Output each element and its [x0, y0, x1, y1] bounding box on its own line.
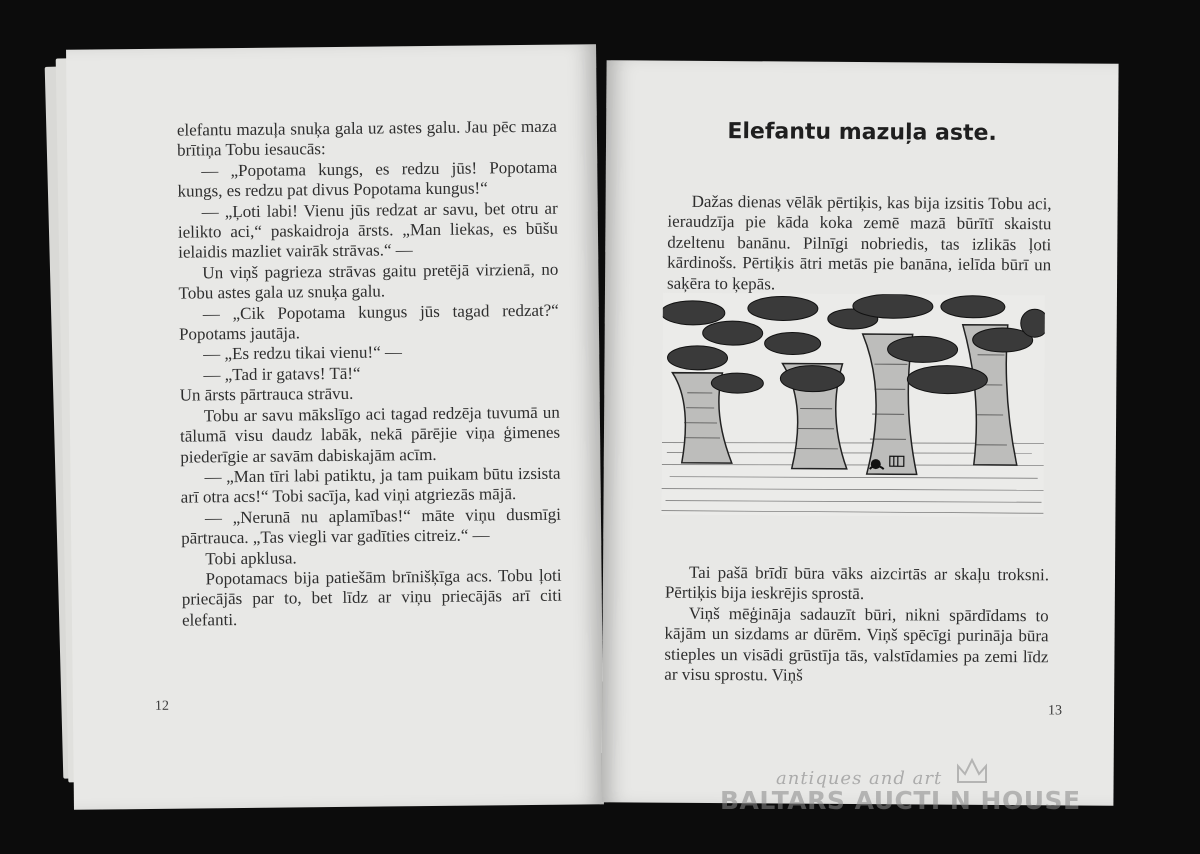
paragraph: — „Tad ir gatavs! Tā!“ [203, 363, 361, 385]
watermark-title: BALTARS AUCTI N HOUSE [720, 786, 1081, 815]
paragraph: Un viņš pagrieza strāvas gaitu pretējā virzienā, no Tobu astes gala uz snuķa galu. [178, 259, 559, 303]
right-page [601, 60, 1118, 806]
page-number: 13 [1048, 703, 1063, 719]
forest-illustration-icon [661, 293, 1045, 518]
watermark [720, 768, 1140, 838]
paragraph: Tobu ar savu mākslīgo aci tagad redzēja tuvumā un tālumā visu daudz labāk, nekā pārējie viņa ģimenes piederīgie ar savām dabiskajām acīm. [179, 402, 561, 467]
paragraph: Tobi apklusa. [205, 547, 297, 568]
paragraph: Un ārsts pārtrauca strāvu. [179, 384, 354, 405]
paragraph: — „Popotama kungs, es redzu jūs! Popotama kungs, es redzu pat divus Popotama kungus!“ [177, 157, 558, 201]
paragraph: — „Ļoti labi! Vienu jūs redzat ar savu, bet otru ar ielikto aci,“ paskaidroja ārsts. „Man liekas, es būšu ielaidis mazliet vairāk strāvas.“ — [177, 198, 559, 263]
paragraph: — „Nerunā nu aplamības!“ māte viņu dusmīgi pārtrauca. „Tas viegli var gadīties citreiz.“ — [181, 504, 562, 548]
paragraph: elefantu mazuļa snuķa gala uz astes galu. Jau pēc maza brītiņa Tobu iesaucās: [176, 116, 557, 161]
right-page-text-bottom [664, 563, 1049, 688]
left-page-text [177, 117, 562, 631]
paragraph: — „Man tīri labi patiktu, ja tam puikam būtu izsista arī otra acs!“ Tobi sacīja, kad viņi atgriezās mājā. [180, 463, 561, 507]
paragraph: — „Cik Popotama kungus jūs tagad redzat?“ Popotams jautāja. [178, 300, 559, 344]
paragraph: Popotamacs bija patiešām brīnišķīga acs. Tobu ļoti priecājās par to, bet līdz ar viņu priecājās arī citi elefanti. [181, 565, 562, 630]
paragraph: — „Es redzu tikai vienu!“ — [203, 342, 403, 364]
chapter-title: Elefantu mazuļa aste. [727, 119, 997, 146]
left-page [66, 44, 604, 810]
paragraph: Dažas dienas vēlāk pērtiķis, kas bija izsitis Tobu aci, ieraudzīja pie kāda koka zemē mazā būrītī skaistu dzeltenu banānu. Pilnīgi nobriedis, tas izlikās ļoti kārdinošs. Pērtiķis ātri metās pie banāna, ielīda būrī un saķēra to ķepās. [666, 191, 1052, 294]
crown-icon [954, 756, 990, 786]
paragraph: Tai pašā brīdī būra vāks aizcirtās ar skaļu troksni. Pērtiķis bija ieskrējis sprostā. [664, 562, 1050, 604]
watermark-subtitle: antiques and art [776, 768, 943, 789]
page-number: 12 [154, 698, 169, 714]
right-page-text-top [667, 192, 1052, 297]
paragraph: Viņš mēģināja sadauzīt būri, nikni spārdīdams to kājām un sizdams ar dūrēm. Viņš spēcīgi purināja būra stieples un visādi grūstīja tās, valstīdamies pa zemi līdz ar visu sprostu. Viņš [664, 603, 1049, 685]
